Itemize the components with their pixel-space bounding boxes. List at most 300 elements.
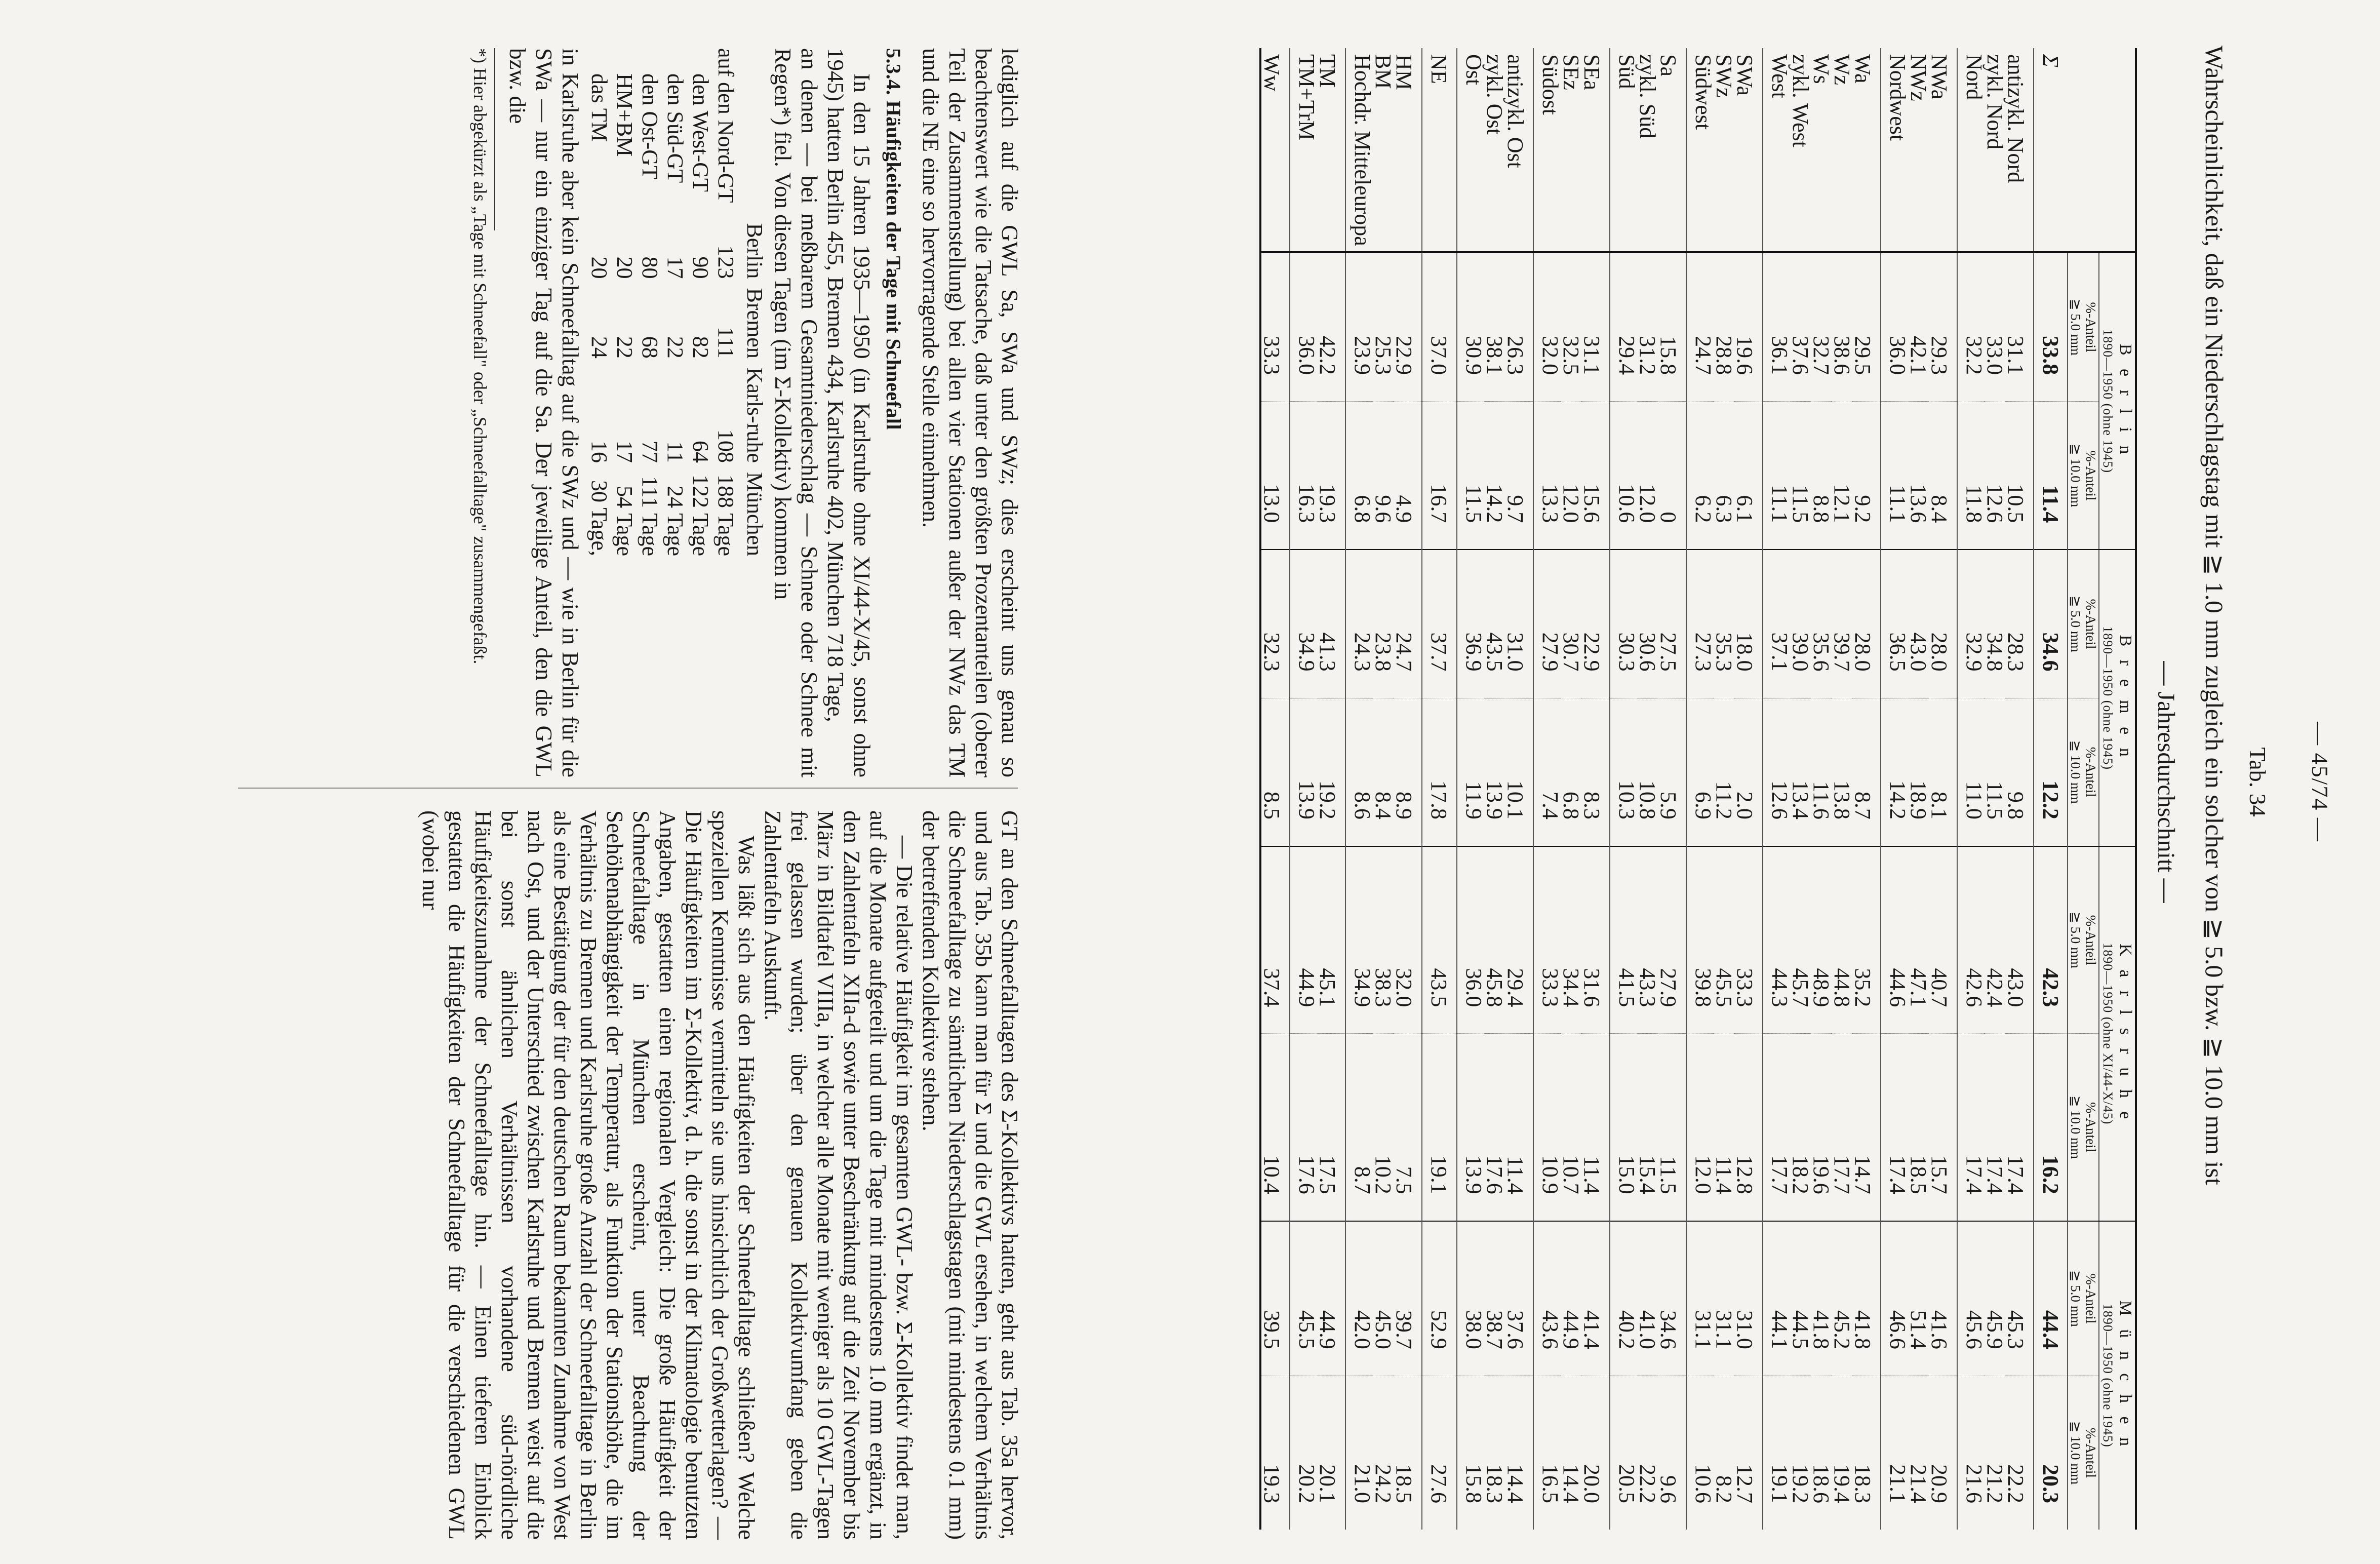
table-cell: 9.6 bbox=[1373, 402, 1394, 550]
table-cell: 28.8 bbox=[1714, 252, 1734, 402]
snowfall-cell: 123 bbox=[713, 245, 738, 279]
table-cell: 36.0 bbox=[1290, 252, 1317, 402]
subcolumn-header bbox=[2068, 252, 2099, 402]
table-cell: 34.8 bbox=[1985, 550, 2005, 698]
table-cell: 45.5 bbox=[1290, 1221, 1317, 1376]
subcolumn-header-bottom: ≧ 10.0 mm bbox=[2068, 1421, 2083, 1485]
table-cell: 34.4 bbox=[1561, 846, 1581, 1034]
table-row bbox=[1610, 48, 1637, 1530]
table-cell: 43.6 bbox=[1533, 1221, 1561, 1376]
table-row bbox=[1686, 48, 1714, 1530]
table-cell: 14.4 bbox=[1559, 1464, 1583, 1503]
table-cell: 24.3 bbox=[1345, 550, 1373, 698]
table-cell: 36.0 bbox=[1457, 846, 1484, 1034]
snowfall-row bbox=[637, 48, 662, 565]
table-cell: 31.1 bbox=[1686, 1221, 1714, 1376]
snowfall-row-label: das TM bbox=[587, 73, 612, 142]
weather-type-label: Sa bbox=[1658, 48, 1686, 252]
table-cell: 36.9 bbox=[1457, 550, 1484, 698]
table-cell: 33.3 bbox=[1533, 846, 1561, 1034]
snowfall-table-header bbox=[738, 48, 767, 565]
subcolumn-header bbox=[2068, 1221, 2099, 1376]
table-cell: 16.2 bbox=[2034, 1034, 2068, 1221]
table-cell: 16.5 bbox=[1533, 1376, 1561, 1530]
table-cell: 39.5 bbox=[1261, 1221, 1290, 1376]
table-cell: 11.1 bbox=[1763, 402, 1790, 550]
table-cell: 21.1 bbox=[1881, 1376, 1908, 1530]
table-cell: 14.2 bbox=[1484, 402, 1505, 550]
table-row bbox=[1394, 48, 1422, 1530]
table-cell: 4.9 bbox=[1394, 402, 1422, 550]
table-cell: 19.4 bbox=[1830, 1464, 1854, 1503]
table-cell: 42.6 bbox=[1957, 846, 1985, 1034]
table-cell: 6.3 bbox=[1714, 402, 1734, 550]
table-cell: 19.2 bbox=[1317, 698, 1345, 846]
table-cell: 32.5 bbox=[1561, 252, 1581, 402]
table-cell: 6.8 bbox=[1561, 698, 1581, 846]
table-cell: 37.0 bbox=[1422, 252, 1457, 402]
table-cell: 12.0 bbox=[1561, 402, 1581, 550]
snowfall-row bbox=[586, 48, 612, 565]
weather-type-label: Wz bbox=[1832, 48, 1852, 252]
table-cell: 8.1 bbox=[1929, 698, 1957, 846]
table-cell: 28.0 bbox=[1852, 550, 1881, 698]
weather-type-label: zykl. Süd bbox=[1637, 48, 1658, 252]
table-cell: 27.5 bbox=[1658, 550, 1686, 698]
table-cell: 12.1 bbox=[1832, 402, 1852, 550]
table-cell: 18.5 bbox=[1392, 1464, 1416, 1503]
table-cell: 43.5 bbox=[1484, 550, 1505, 698]
table-cell: 23.9 bbox=[1345, 252, 1373, 402]
table-cell: 18.0 bbox=[1734, 550, 1763, 698]
table-cell: 17.8 bbox=[1422, 698, 1457, 846]
table-cell: 11.5 bbox=[1985, 698, 2005, 846]
table-row bbox=[1832, 48, 1852, 1530]
snowfall-cell: 30 Tage, bbox=[587, 480, 612, 557]
weather-type-label: NE bbox=[1422, 48, 1457, 252]
table-cell: 45.5 bbox=[1714, 846, 1734, 1034]
table-row bbox=[1261, 48, 1290, 1530]
table-cell: 44.5 bbox=[1790, 1221, 1811, 1376]
station-header-karlsruhe bbox=[2099, 846, 2135, 1221]
weather-type-label: NWz bbox=[1908, 48, 1929, 252]
paragraph: an denen — bei meßbarem Gesamtniederschlag — Schnee oder Schnee mit Regen*) fiel. Von diesen Tagen (im Σ-Kollektiv) kommen in bbox=[770, 48, 822, 777]
table-row bbox=[1505, 48, 1533, 1530]
weather-type-label: Südost bbox=[1533, 48, 1561, 252]
table-cell: 48.9 bbox=[1811, 846, 1832, 1034]
table-cell: 42.2 bbox=[1317, 252, 1345, 402]
column-divider bbox=[238, 788, 1018, 789]
table-cell: 43.0 bbox=[2005, 846, 2034, 1034]
table-cell: 36.0 bbox=[1881, 252, 1908, 402]
table-cell: 44.9 bbox=[1317, 1221, 1345, 1376]
table-cell: 32.9 bbox=[1957, 550, 1985, 698]
table-cell: 17.4 bbox=[1985, 1034, 2005, 1221]
table-row bbox=[1714, 48, 1734, 1530]
subcolumn-header-top: %-Anteil bbox=[2083, 599, 2098, 649]
table-row bbox=[1290, 48, 1317, 1530]
subcolumn-header-bottom: ≧ 5.0 mm bbox=[2068, 299, 2083, 356]
table-cell: 12.0 bbox=[1637, 402, 1658, 550]
table-caption: Wahrscheinlichkeit, daß ein Niederschlagstag mit ≧ 1.0 mm zugleich ein solcher von ≧ 5.0 bzw. ≧ 10.0 mm ist bbox=[2200, 46, 2229, 1185]
right-text-column bbox=[417, 810, 1023, 1540]
snowfall-row bbox=[713, 48, 738, 565]
weather-type-label: Hochdr. Mitteleuropa bbox=[1345, 48, 1373, 252]
table-cell: 41.8 bbox=[1852, 1221, 1881, 1376]
table-cell: 5.9 bbox=[1658, 698, 1686, 846]
snowfall-cell: 111 Tage bbox=[638, 476, 662, 557]
table-row bbox=[1790, 48, 1811, 1530]
table-cell: 44.8 bbox=[1832, 846, 1852, 1034]
footnote: *) Hier abgekürzt als „Tage mit Schneefall" oder „Schneefalltage" zusammengefaßt. bbox=[470, 48, 490, 664]
table-row bbox=[1533, 48, 1561, 1530]
table-cell: 9.2 bbox=[1852, 402, 1881, 550]
weather-type-label: SEa bbox=[1581, 48, 1610, 252]
table-cell: 45.6 bbox=[1957, 1221, 1985, 1376]
station-header-berlin bbox=[2099, 252, 2135, 550]
subcolumn-header-top: %-Anteil bbox=[2083, 1273, 2098, 1324]
table-cell: 33.0 bbox=[1985, 252, 2005, 402]
table-cell: 23.8 bbox=[1373, 550, 1394, 698]
table-cell: 30.6 bbox=[1637, 550, 1658, 698]
table-cell: 10.9 bbox=[1533, 1034, 1561, 1221]
table-cell: 20.1 bbox=[1315, 1464, 1340, 1503]
table-cell: 15.4 bbox=[1637, 1034, 1658, 1221]
subcolumn-header bbox=[2068, 550, 2099, 698]
table-row bbox=[1637, 48, 1658, 1530]
table-cell: 13.4 bbox=[1790, 698, 1811, 846]
table-cell: 32.0 bbox=[1533, 252, 1561, 402]
table-cell: 11.6 bbox=[1811, 698, 1832, 846]
snowfall-row bbox=[688, 48, 713, 565]
table-row bbox=[1763, 48, 1790, 1530]
table-cell: 2.0 bbox=[1734, 698, 1763, 846]
table-cell: 19.6 bbox=[1734, 252, 1763, 402]
snowfall-days-table bbox=[586, 48, 767, 565]
table-row bbox=[1929, 48, 1957, 1530]
snowfall-row-label: auf den Nord-GT bbox=[713, 48, 738, 203]
table-cell: 10.8 bbox=[1637, 698, 1658, 846]
table-body bbox=[1261, 48, 2068, 1530]
table-cell: 44.9 bbox=[1561, 1221, 1581, 1376]
table-cell: 8.4 bbox=[1373, 698, 1394, 846]
table-row bbox=[1345, 48, 1373, 1530]
weather-type-label: Südwest bbox=[1686, 48, 1714, 252]
weather-type-label: SEz bbox=[1561, 48, 1581, 252]
snowfall-header-cell: Berlin bbox=[742, 223, 767, 279]
table-cell: 44.4 bbox=[2034, 1221, 2068, 1376]
table-cell: 30.9 bbox=[1457, 252, 1484, 402]
snowfall-cell: 24 Tage bbox=[663, 485, 688, 557]
table-cell: 35.2 bbox=[1852, 846, 1881, 1034]
table-cell: 24.7 bbox=[1394, 550, 1422, 698]
weather-type-label: zykl. Nord bbox=[1985, 48, 2005, 252]
table-cell: 20.5 bbox=[1610, 1376, 1637, 1530]
table-cell: 37.4 bbox=[1261, 846, 1290, 1034]
table-cell: 37.6 bbox=[1505, 1221, 1533, 1376]
table-cell: 11.4 bbox=[1714, 1034, 1734, 1221]
table-cell: 11.4 bbox=[1505, 1034, 1533, 1221]
table-cell: 44.3 bbox=[1763, 846, 1790, 1034]
table-cell: 15.7 bbox=[1929, 1034, 1957, 1221]
table-cell: 15.6 bbox=[1581, 402, 1610, 550]
table-cell: 29.3 bbox=[1929, 252, 1957, 402]
snowfall-cell: 20 bbox=[612, 256, 637, 279]
weather-type-label: Ww bbox=[1261, 48, 1290, 252]
table-cell: 31.0 bbox=[1734, 1221, 1763, 1376]
table-cell: 44.9 bbox=[1290, 846, 1317, 1034]
table-cell: 43.3 bbox=[1637, 846, 1658, 1034]
table-cell: 13.9 bbox=[1290, 698, 1317, 846]
table-cell: 21.6 bbox=[1957, 1376, 1985, 1530]
table-cell: 7.4 bbox=[1533, 698, 1561, 846]
table-cell: 13.9 bbox=[1457, 1034, 1484, 1221]
subcolumn-header-bottom: ≧ 10.0 mm bbox=[2068, 1095, 2083, 1159]
station-period: 1890—1950 (ohne 1945) bbox=[2100, 626, 2115, 770]
table-cell: 31.0 bbox=[1505, 550, 1533, 698]
table-cell: 18.9 bbox=[1908, 698, 1929, 846]
table-cell: 39.0 bbox=[1790, 550, 1811, 698]
table-cell: 32.2 bbox=[1957, 252, 1985, 402]
table-cell: 10.7 bbox=[1561, 1034, 1581, 1221]
table-row bbox=[1811, 48, 1832, 1530]
table-cell: 30.3 bbox=[1610, 550, 1637, 698]
subcolumn-header-top: %-Anteil bbox=[2083, 450, 2098, 501]
table-cell: 35.6 bbox=[1811, 550, 1832, 698]
table-cell: 20.2 bbox=[1290, 1376, 1317, 1530]
table-cell: 11.9 bbox=[1457, 698, 1484, 846]
table-cell: 36.5 bbox=[1881, 550, 1908, 698]
table-cell: 37.7 bbox=[1422, 550, 1457, 698]
subcolumn-header-bottom: ≧ 10.0 mm bbox=[2068, 740, 2083, 804]
page-number: — 45/74 — bbox=[2307, 722, 2333, 842]
table-cell: 8.9 bbox=[1394, 698, 1422, 846]
table-cell: 26.3 bbox=[1505, 252, 1533, 402]
table-cell: 27.6 bbox=[1422, 1376, 1457, 1530]
snowfall-cell: 11 bbox=[663, 441, 688, 463]
table-cell: 38.7 bbox=[1484, 1221, 1505, 1376]
paragraph: In den 15 Jahren 1935—1950 (in Karlsruhe ohne XI/44-X/45, sonst ohne 1945) hatten Berlin 455, Bremen 434, Karlsruhe 402, München 718 Tage, bbox=[823, 48, 875, 777]
table-cell: 10.4 bbox=[1261, 1034, 1290, 1221]
table-row bbox=[1422, 48, 1457, 1530]
station-name: M ü n c h e n bbox=[2116, 1300, 2135, 1451]
station-period: 1890—1950 (ohne 1945) bbox=[2100, 1303, 2115, 1448]
weather-type-label: Ost bbox=[1457, 48, 1484, 252]
subcolumn-header-top: %-Anteil bbox=[2083, 302, 2098, 353]
snowfall-row-label: den Ost-GT bbox=[638, 73, 662, 179]
subcolumn-header-top: %-Anteil bbox=[2083, 1427, 2098, 1478]
table-row bbox=[1457, 48, 1484, 1530]
table-cell: 44.6 bbox=[1881, 846, 1908, 1034]
table-cell: 17.7 bbox=[1763, 1034, 1790, 1221]
weather-type-label: Ws bbox=[1811, 48, 1832, 252]
table-cell: 24.2 bbox=[1371, 1464, 1396, 1503]
subcolumn-header bbox=[2068, 1376, 2099, 1530]
subcolumn-header-top: %-Anteil bbox=[2083, 747, 2098, 797]
table-cell: 15.8 bbox=[1457, 1376, 1484, 1530]
table-cell: 11.4 bbox=[2034, 402, 2068, 550]
table-cell: 20.0 bbox=[1579, 1464, 1604, 1503]
table-cell: 29.4 bbox=[1505, 846, 1533, 1034]
footnote-rule bbox=[494, 48, 495, 230]
snowfall-cell: 111 bbox=[713, 327, 738, 359]
table-cell: 46.6 bbox=[1881, 1221, 1908, 1376]
table-cell: 39.8 bbox=[1686, 846, 1714, 1034]
table-cell: 18.3 bbox=[1850, 1464, 1875, 1503]
weather-type-label: Wa bbox=[1852, 48, 1881, 252]
snowfall-cell: 24 bbox=[587, 336, 612, 359]
table-cell: 7.5 bbox=[1394, 1034, 1422, 1221]
station-name: K a r l s r u h e bbox=[2116, 944, 2135, 1124]
table-cell: 41.5 bbox=[1610, 846, 1637, 1034]
subcolumn-header bbox=[2068, 698, 2099, 846]
paragraph: in Karlsruhe aber kein Schneefalltag auf die SWz und — wie in Berlin für die SWa — nur ein einziger Tag auf die Sa. Der jeweilige Anteil, den die GWL bzw. die bbox=[505, 48, 583, 777]
table-cell: 6.2 bbox=[1686, 402, 1714, 550]
table-cell: 18.3 bbox=[1482, 1464, 1507, 1503]
weather-type-label: SWa bbox=[1734, 48, 1763, 252]
table-row bbox=[2005, 48, 2034, 1530]
table-cell: 42.0 bbox=[1345, 1221, 1373, 1376]
table-cell: 34.6 bbox=[1658, 1221, 1686, 1376]
table-cell: 31.6 bbox=[1581, 846, 1610, 1034]
table-cell: 42.4 bbox=[1985, 846, 2005, 1034]
subcolumn-header bbox=[2068, 1034, 2099, 1221]
table-cell: 38.1 bbox=[1484, 252, 1505, 402]
table-row bbox=[1985, 48, 2005, 1530]
table-cell: 27.3 bbox=[1686, 550, 1714, 698]
table-row bbox=[1852, 48, 1881, 1530]
table-cell: 9.8 bbox=[2005, 698, 2034, 846]
subcolumn-header-bottom: ≧ 10.0 mm bbox=[2068, 444, 2083, 507]
paragraph: GT an den Schneefalltagen des Σ-Kollektivs hatten, geht aus Tab. 35a hervor, und aus Tab. 35b kann man für Σ und die GWL ersehen, in welchem Verhältnis die Schneefalltage zu sämtlichen Niederschlagstagen (mit mindestens 0.1 mm) der betreffenden Kollektive stehen. bbox=[918, 810, 1022, 1540]
table-cell: 38.6 bbox=[1832, 252, 1852, 402]
table-cell: 11.0 bbox=[1957, 698, 1985, 846]
table-cell: 27.9 bbox=[1658, 846, 1686, 1034]
table-cell: 21.0 bbox=[1345, 1376, 1373, 1530]
snowfall-header-cell: Bremen bbox=[742, 288, 767, 359]
table-cell: 10.5 bbox=[2005, 402, 2034, 550]
probability-table-block bbox=[1259, 48, 2137, 1530]
table-row bbox=[1484, 48, 1505, 1530]
table-cell: 45.1 bbox=[1317, 846, 1345, 1034]
table-cell: 17.4 bbox=[1881, 1034, 1908, 1221]
table-cell: 45.8 bbox=[1484, 846, 1505, 1034]
table-cell: 36.1 bbox=[1763, 252, 1790, 402]
weather-type-label: SWz bbox=[1714, 48, 1734, 252]
table-row bbox=[1373, 48, 1394, 1530]
station-name: B e r l i n bbox=[2116, 343, 2135, 459]
table-row bbox=[1658, 48, 1686, 1530]
table-cell: 34.6 bbox=[2034, 550, 2068, 698]
table-cell: 10.6 bbox=[1610, 402, 1637, 550]
table-cell: 32.0 bbox=[1394, 846, 1422, 1034]
table-cell: 35.3 bbox=[1714, 550, 1734, 698]
table-cell: 34.9 bbox=[1345, 846, 1373, 1034]
table-cell: 45.3 bbox=[2005, 1221, 2034, 1376]
table-cell: 40.2 bbox=[1610, 1221, 1637, 1376]
table-cell: 19.1 bbox=[1422, 1034, 1457, 1221]
snowfall-cell: 108 bbox=[713, 429, 738, 463]
subcolumn-header-bottom: ≧ 5.0 mm bbox=[2068, 912, 2083, 969]
table-cell: 12.0 bbox=[1686, 1034, 1714, 1221]
snowfall-header-cell: Karls-ruhe bbox=[742, 367, 767, 463]
table-cell: 28.0 bbox=[1929, 550, 1957, 698]
table-cell: 8.8 bbox=[1811, 402, 1832, 550]
table-cell: 11.1 bbox=[1881, 402, 1908, 550]
table-cell: 45.0 bbox=[1373, 1221, 1394, 1376]
table-cell: 20.3 bbox=[2034, 1376, 2068, 1530]
weather-type-label: NWa bbox=[1929, 48, 1957, 252]
weather-type-label: TM+TrM bbox=[1290, 48, 1317, 252]
snowfall-table-body bbox=[586, 48, 738, 565]
table-cell: 44.1 bbox=[1763, 1221, 1790, 1376]
table-cell: 32.3 bbox=[1261, 550, 1290, 698]
table-cell: 45.2 bbox=[1832, 1221, 1852, 1376]
table-cell: 52.9 bbox=[1422, 1221, 1457, 1376]
snowfall-cell: 77 bbox=[638, 440, 662, 463]
table-cell: 19.3 bbox=[1317, 402, 1345, 550]
subcolumn-header bbox=[2068, 402, 2099, 550]
table-row bbox=[1734, 48, 1763, 1530]
table-cell: 37.1 bbox=[1763, 550, 1790, 698]
weather-type-label: Süd bbox=[1610, 48, 1637, 252]
table-cell: 24.7 bbox=[1686, 252, 1714, 402]
table-cell: 15.8 bbox=[1658, 252, 1686, 402]
table-cell: 31.1 bbox=[1581, 252, 1610, 402]
table-cell: 41.0 bbox=[1637, 1221, 1658, 1376]
table-cell: 8.7 bbox=[1852, 698, 1881, 846]
row-header-blank bbox=[2068, 48, 2135, 252]
table-cell: 14.7 bbox=[1852, 1034, 1881, 1221]
snowfall-cell: 20 bbox=[587, 256, 612, 279]
table-cell: 45.7 bbox=[1790, 846, 1811, 1034]
table-cell: 31.1 bbox=[2005, 252, 2034, 402]
table-cell: 21.2 bbox=[1982, 1464, 2007, 1503]
table-cell: 19.2 bbox=[1788, 1464, 1813, 1503]
table-cell: 40.7 bbox=[1929, 846, 1957, 1034]
table-cell: 19.1 bbox=[1763, 1376, 1790, 1530]
table-cell: 41.4 bbox=[1581, 1221, 1610, 1376]
table-cell: 29.5 bbox=[1852, 252, 1881, 402]
snowfall-row bbox=[612, 48, 637, 565]
table-cell: 38.0 bbox=[1457, 1221, 1484, 1376]
table-cell: 6.1 bbox=[1734, 402, 1763, 550]
snowfall-row bbox=[662, 48, 688, 565]
table-cell: 10.1 bbox=[1505, 698, 1533, 846]
probability-table bbox=[1261, 48, 2135, 1530]
table-cell: 33.3 bbox=[1261, 252, 1290, 402]
table-cell: 30.7 bbox=[1561, 550, 1581, 698]
table-cell: 8.3 bbox=[1581, 698, 1610, 846]
table-cell: 33.3 bbox=[1734, 846, 1763, 1034]
snowfall-header-blank bbox=[738, 48, 767, 223]
paragraph: lediglich auf die GWL Sa, SWa und SWz; dies erscheint uns genau so beachtenswert wie die Tatsache, daß unter den größten Prozentanteilen (oberer Teil der Zusammenstellung) bei allen vier Stationen außer der NWz das TM und die NE eine so hervorragende Stelle einnehmen. bbox=[918, 48, 1022, 777]
weather-type-label: Nordwest bbox=[1881, 48, 1908, 252]
table-cell: 13.8 bbox=[1832, 698, 1852, 846]
table-cell: 0 bbox=[1658, 402, 1686, 550]
table-cell: 8.5 bbox=[1261, 698, 1290, 846]
table-cell: 22.9 bbox=[1394, 252, 1422, 402]
table-cell: 21.4 bbox=[1906, 1464, 1931, 1503]
snowfall-header-cell: München bbox=[742, 472, 767, 557]
table-cell: 32.7 bbox=[1811, 252, 1832, 402]
table-subcaption: — Jahresdurchschnitt — bbox=[2153, 661, 2179, 903]
table-cell: 51.4 bbox=[1908, 1221, 1929, 1376]
table-cell: 16.3 bbox=[1290, 402, 1317, 550]
table-cell: 22.2 bbox=[1635, 1464, 1660, 1503]
table-cell: 8.2 bbox=[1712, 1475, 1736, 1503]
snowfall-cell: 16 bbox=[587, 440, 612, 463]
